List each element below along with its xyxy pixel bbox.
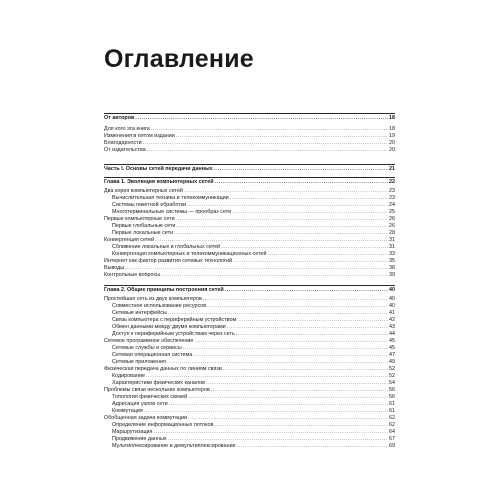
dot-leader <box>194 338 388 345</box>
toc-entry-title: От издательства <box>104 147 146 153</box>
toc-entry-title: Выводы <box>104 265 125 271</box>
toc-entry-title: От авторов <box>104 115 135 121</box>
toc-entry-title: Для кого эта книга <box>104 126 150 132</box>
toc-entry[interactable] <box>112 244 395 251</box>
dot-leader <box>161 272 388 279</box>
dot-leader <box>225 287 388 294</box>
toc-entry[interactable] <box>104 126 395 133</box>
dot-leader <box>144 408 388 415</box>
toc-entry-title: Сетевое программное обеспечение <box>104 338 194 344</box>
dot-leader <box>214 166 388 173</box>
toc-entry-page: 42 <box>389 317 395 323</box>
toc-entry-title: Первые глобальные сети <box>112 223 176 229</box>
toc-entry-page: 61 <box>389 408 395 414</box>
toc-entry[interactable] <box>104 265 395 272</box>
toc-entry-title: Многотерминальные системы — прообраз сети <box>112 209 232 215</box>
toc-entry-page: 20 <box>389 147 395 153</box>
toc-entry-title: Два корня компьютерных сетей <box>104 188 183 194</box>
toc-entry-title: Сетевые интерфейсы <box>112 310 167 316</box>
toc-entry[interactable] <box>112 324 395 331</box>
dot-leader <box>221 244 388 251</box>
toc-entry-page: 35 <box>389 258 395 264</box>
toc-entry-title: Сетевая операционная система <box>112 352 193 358</box>
dot-leader <box>227 324 388 331</box>
toc-entry-page: 39 <box>389 272 395 278</box>
toc-entry[interactable] <box>112 422 395 429</box>
toc-entry[interactable] <box>112 195 395 202</box>
toc-entry-title: Продвижение данных <box>112 436 167 442</box>
toc-entry-page: 40 <box>389 296 395 302</box>
section-divider <box>104 177 395 178</box>
toc-entry[interactable] <box>112 345 395 352</box>
toc-entry-page: 62 <box>389 422 395 428</box>
dot-leader <box>223 366 388 373</box>
toc-entry-page: 22 <box>389 179 395 185</box>
toc-entry[interactable] <box>112 401 395 408</box>
toc-entry-title: Изменения в пятом издании <box>104 133 175 139</box>
dot-leader <box>143 140 388 147</box>
toc-entry[interactable] <box>112 303 395 310</box>
toc-entry-title: Обмен данными между двумя компьютерами <box>112 324 226 330</box>
toc-entry[interactable] <box>104 115 395 122</box>
toc-entry-page: 33 <box>389 251 395 257</box>
toc-entry[interactable] <box>112 394 395 401</box>
toc-entry[interactable] <box>112 443 395 450</box>
toc-entry-page: 25 <box>389 209 395 215</box>
toc-entry-title: Обобщенная задача коммутации <box>104 415 188 421</box>
toc-entry[interactable] <box>104 147 395 154</box>
toc-entry-page: 19 <box>389 133 395 139</box>
toc-entry[interactable] <box>104 237 395 244</box>
toc-entry-title: Глава 1. Эволюция компьютерных сетей <box>104 179 214 185</box>
toc-entry-title: Совместное использование ресурсов <box>112 303 207 309</box>
toc-entry[interactable] <box>104 272 395 279</box>
dot-leader <box>187 202 388 209</box>
dot-leader <box>237 317 388 324</box>
toc-entry[interactable] <box>104 133 395 140</box>
dot-leader <box>146 373 388 380</box>
dot-leader <box>176 133 388 140</box>
toc-entry-page: 40 <box>389 303 395 309</box>
toc-entry-title: Физическая передача данных по линиям связи <box>104 366 222 372</box>
toc-entry[interactable] <box>104 338 395 345</box>
toc-entry-title: Часть I. Основы сетей передачи данных <box>104 166 213 172</box>
dot-leader <box>176 216 388 223</box>
section-divider <box>104 164 395 165</box>
dot-leader <box>167 359 388 366</box>
toc-entry[interactable] <box>112 331 395 338</box>
dot-leader <box>153 429 388 436</box>
toc-entry-page: 54 <box>389 380 395 386</box>
dot-leader <box>188 415 388 422</box>
dot-leader <box>203 296 388 303</box>
toc-entry-page: 47 <box>389 352 395 358</box>
toc-entry[interactable] <box>112 310 395 317</box>
toc-entry[interactable] <box>112 209 395 216</box>
dot-leader <box>237 443 388 450</box>
toc-entry[interactable] <box>112 359 395 366</box>
toc-entry-title: Топология физических связей <box>112 394 188 400</box>
toc-entry[interactable] <box>104 140 395 147</box>
toc-entry[interactable] <box>104 387 395 394</box>
dot-leader <box>230 195 388 202</box>
toc-entry-page: 31 <box>389 237 395 243</box>
toc-entry-title: Вычислительная техника и телекоммуникации <box>112 195 229 201</box>
dot-leader <box>135 115 388 122</box>
toc-entry-title: Связь компьютера с периферийным устройством <box>112 317 237 323</box>
toc-entry-page: 69 <box>389 443 395 449</box>
toc-entry[interactable] <box>104 179 395 186</box>
dot-leader <box>151 126 388 133</box>
dot-leader <box>125 265 388 272</box>
toc-entry-title: Маршрутизация <box>112 429 153 435</box>
dot-leader <box>207 303 388 310</box>
toc-entry[interactable] <box>112 373 395 380</box>
dot-leader <box>233 258 388 265</box>
toc-entry-page: 44 <box>389 331 395 337</box>
toc-entry-title: Сближение локальных и глобальных сетей <box>112 244 221 250</box>
toc-entry-page: 38 <box>389 265 395 271</box>
toc-entry[interactable] <box>104 166 395 173</box>
toc-entry-title: Адресация узлов сети <box>112 401 168 407</box>
toc-entry[interactable] <box>112 223 395 230</box>
toc-entry-page: 56 <box>389 387 395 393</box>
dot-leader <box>193 352 388 359</box>
toc-entry-page: 24 <box>389 202 395 208</box>
toc-entry-page: 28 <box>389 230 395 236</box>
dot-leader <box>211 387 388 394</box>
toc-entry[interactable] <box>112 317 395 324</box>
toc-entry-title: Конвергенция сетей <box>104 237 155 243</box>
toc-entry-title: Доступ к периферийным устройствам через сеть <box>112 331 235 337</box>
toc-entry[interactable] <box>104 296 395 303</box>
dot-leader <box>174 230 388 237</box>
dot-leader <box>184 188 388 195</box>
toc-entry-title: Контрольные вопросы <box>104 272 161 278</box>
toc-entry-title: Интернет как фактор развития сетевых технологий <box>104 258 233 264</box>
toc-entry-page: 49 <box>389 359 395 365</box>
dot-leader <box>236 331 388 338</box>
toc-entry-title: Сетевые службы и сервисы <box>112 345 182 351</box>
toc-entry-page: 64 <box>389 429 395 435</box>
toc-entry-title: Системы пакетной обработки <box>112 202 187 208</box>
toc-entry[interactable] <box>112 352 395 359</box>
toc-entry-page: 67 <box>389 436 395 442</box>
toc-entry[interactable] <box>112 429 395 436</box>
dot-leader <box>169 401 388 408</box>
toc-entry[interactable] <box>112 230 395 237</box>
dot-leader <box>147 147 388 154</box>
toc-entry-title: Глава 2. Общие принципы построения сетей <box>104 287 224 293</box>
dot-leader <box>206 380 388 387</box>
toc-entry-title: Определение информационных потоков <box>112 422 214 428</box>
toc-entry-page: 23 <box>389 188 395 194</box>
toc-entry-page: 45 <box>389 338 395 344</box>
section-divider <box>104 113 395 114</box>
toc-entry-title: Простейшая сеть из двух компьютеров <box>104 296 202 302</box>
toc-entry-page: 62 <box>389 415 395 421</box>
toc-entry[interactable] <box>112 202 395 209</box>
dot-leader <box>188 394 388 401</box>
toc-entry[interactable] <box>112 380 395 387</box>
dot-leader <box>232 209 388 216</box>
dot-leader <box>168 310 388 317</box>
toc-entry-page: 56 <box>389 394 395 400</box>
toc-entry-page: 18 <box>389 126 395 132</box>
dot-leader <box>267 251 388 258</box>
toc-entry-page: 52 <box>389 373 395 379</box>
dot-leader <box>155 237 388 244</box>
toc-entry-page: 41 <box>389 310 395 316</box>
toc-entry-page: 61 <box>389 401 395 407</box>
dot-leader <box>176 223 388 230</box>
page-title: Оглавление <box>104 45 254 73</box>
toc-entry[interactable] <box>104 366 395 373</box>
toc-entry[interactable] <box>104 188 395 195</box>
toc-entry[interactable] <box>112 436 395 443</box>
toc-entry-title: Первые локальные сети <box>112 230 174 236</box>
toc-entry-title: Кодирование <box>112 373 145 379</box>
toc-entry[interactable] <box>104 287 395 294</box>
toc-entry-title: Первые компьютерные сети <box>104 216 175 222</box>
toc-entry-page: 18 <box>389 115 395 121</box>
toc-entry[interactable] <box>104 415 395 422</box>
dot-leader <box>168 436 388 443</box>
toc-entry-page: 20 <box>389 140 395 146</box>
toc-entry-page: 31 <box>389 244 395 250</box>
toc-entry-page: 26 <box>389 223 395 229</box>
toc-entry-title: Сетевые приложения <box>112 359 166 365</box>
toc-entry[interactable] <box>112 251 395 258</box>
toc-entry-page: 45 <box>389 345 395 351</box>
section-divider <box>104 285 395 286</box>
toc-entry-title: Благодарности <box>104 140 142 146</box>
toc-entry-page: 21 <box>389 166 395 172</box>
toc-entry-page: 52 <box>389 366 395 372</box>
toc-entry[interactable] <box>104 258 395 265</box>
toc-entry-page: 40 <box>389 287 395 293</box>
toc-entry-page: 43 <box>389 324 395 330</box>
dot-leader <box>215 179 388 186</box>
dot-leader <box>183 345 388 352</box>
toc-entry-page: 23 <box>389 195 395 201</box>
dot-leader <box>214 422 388 429</box>
toc-entry-title: Проблемы связи нескольких компьютеров <box>104 387 210 393</box>
toc-entry[interactable] <box>112 408 395 415</box>
toc-entry-title: Коммутация <box>112 408 143 414</box>
toc-entry[interactable] <box>104 216 395 223</box>
toc-entry-title: Конвергенция компьютерных и телекоммуникационных сетей <box>112 251 267 257</box>
toc-entry-page: 26 <box>389 216 395 222</box>
toc-entry-title: Характеристики физических каналов <box>112 380 205 386</box>
toc-entry-title: Мультиплексирование и демультиплексирование <box>112 443 236 449</box>
